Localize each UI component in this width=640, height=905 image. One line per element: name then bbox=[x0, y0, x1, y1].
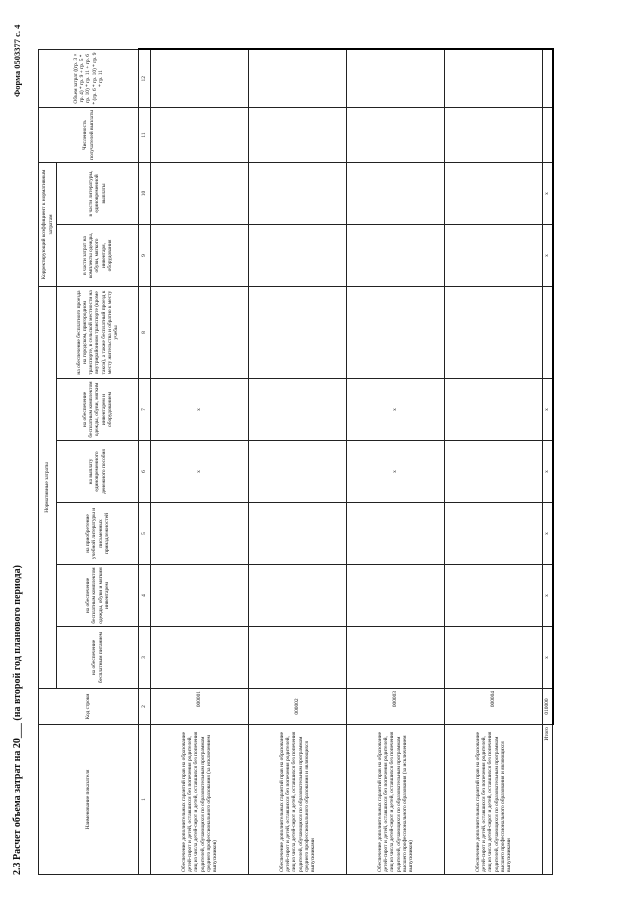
cost-calculation-table bbox=[38, 48, 554, 875]
cell-mark: x bbox=[543, 225, 553, 287]
cell-mark bbox=[347, 225, 445, 287]
cell-mark: x bbox=[543, 627, 553, 689]
col-num: 8 bbox=[139, 287, 151, 379]
cell-mark: x bbox=[347, 441, 445, 503]
col-num: 6 bbox=[139, 441, 151, 503]
form-number: Форма 0503377 с. 4 bbox=[12, 24, 22, 97]
col-num: 1 bbox=[139, 725, 151, 875]
cell-mark bbox=[249, 565, 347, 627]
col-num: 2 bbox=[139, 689, 151, 725]
col-num: 5 bbox=[139, 503, 151, 565]
header-col10: в части литературы, единовременной выплаты bbox=[57, 162, 139, 224]
header-col7: на обеспечение бесплатным комплектом одежды, обуви, мягким инвентарем и оборудованием bbox=[57, 379, 139, 441]
header-recipients: Численность получателей выплаты bbox=[39, 107, 139, 162]
row-description: Обеспечение дополнительных гарантий прав на образование детей-сирот и детей, оставшихся без попечения родителей, лиц из числа детей-сирот и детей, оставшихся без попечения родителей, обучающихся по образовательным программам высшего профессионального образования (за исключением выпускников) bbox=[347, 725, 445, 875]
row-description: Обеспечение дополнительных гарантий прав на образование детей-сирот и детей, оставшихся без попечения родителей, лиц из числа детей-сирот и детей, оставшихся без попечения родителей, обучающихся по образовательным программам среднего профессионального образования и являющихся выпускниками bbox=[249, 725, 347, 875]
total-code: 010000 bbox=[543, 689, 553, 725]
header-code: Код строки bbox=[39, 689, 139, 725]
cell-mark bbox=[249, 162, 347, 224]
header-col8: на обеспечение бесплатного проезда на городском, пригородном транспорте, в сельской местности на внутрирайонном транспорте (кроме такси), а также бесплатный проезд к месту жительства и обратно к месту учебы bbox=[57, 287, 139, 379]
cell-mark bbox=[347, 162, 445, 224]
cell-mark bbox=[445, 379, 543, 441]
cell-mark bbox=[151, 287, 249, 379]
cell-mark bbox=[445, 225, 543, 287]
header-col9: в части затрат на комплекты одежды, обуви, мягкого инвентаря, оборудования bbox=[57, 225, 139, 287]
cell-mark: x bbox=[151, 379, 249, 441]
table-row bbox=[151, 49, 249, 874]
table-row bbox=[445, 49, 543, 874]
cell-mark bbox=[445, 49, 543, 107]
cell-mark bbox=[151, 162, 249, 224]
cell-mark bbox=[151, 565, 249, 627]
cell-mark: x bbox=[543, 503, 553, 565]
cell-mark bbox=[445, 162, 543, 224]
cell-mark bbox=[249, 379, 347, 441]
cell-mark: x bbox=[543, 379, 553, 441]
section-heading: 2.3 Расчет объема затрат на 20___ (на второй год планового периода) bbox=[12, 565, 23, 875]
total-row bbox=[543, 49, 553, 874]
cell-mark bbox=[347, 287, 445, 379]
cell-mark bbox=[347, 565, 445, 627]
cell-mark bbox=[445, 503, 543, 565]
header-coef-group: Корректирующий коэффициент к нормативным затратам bbox=[39, 162, 57, 286]
cell-mark bbox=[445, 441, 543, 503]
cell-mark: x bbox=[347, 379, 445, 441]
row-code: 000001 bbox=[151, 689, 249, 725]
cell-mark: x bbox=[151, 441, 249, 503]
cell-mark: x bbox=[543, 565, 553, 627]
cell-mark bbox=[445, 565, 543, 627]
cell-mark bbox=[151, 503, 249, 565]
header-col6: на выплату единовременного денежного пособия bbox=[57, 441, 139, 503]
cell-mark bbox=[249, 287, 347, 379]
cell-mark bbox=[445, 627, 543, 689]
cell-mark bbox=[249, 441, 347, 503]
col-num: 11 bbox=[139, 107, 151, 162]
col-num: 10 bbox=[139, 162, 151, 224]
cell-mark bbox=[543, 287, 553, 379]
header-col4: на обеспечение бесплатным комплектом одежды, обуви и мягким инвентарем bbox=[57, 565, 139, 627]
col-num: 3 bbox=[139, 627, 151, 689]
row-description: Обеспечение дополнительных гарантий прав на образование детей-сирот и детей, оставшихся без попечения родителей, лиц из числа детей-сирот и детей, оставшихся без попечения родителей, обучающихся по образовательным программам среднего профессионального образования (за исключением выпускников) bbox=[151, 725, 249, 875]
header-col5: на приобретение учебной литературы и письменных принадлежностей bbox=[57, 503, 139, 565]
row-code: 000002 bbox=[249, 689, 347, 725]
cell-mark bbox=[543, 49, 553, 107]
cell-mark bbox=[151, 225, 249, 287]
cell-mark bbox=[249, 503, 347, 565]
header-total-volume: Объем затрат ((гр. 3 × гр. 4) * гр. 9 + гр. 5 * гр. 10) * гр. 11 + гр. 6 * (гр. 6 * гр. 10) * гр. 9 * гр. 11 bbox=[39, 49, 139, 107]
column-number-row bbox=[139, 49, 151, 874]
cell-mark bbox=[151, 627, 249, 689]
cell-mark bbox=[347, 627, 445, 689]
header-name: Наименование показателя bbox=[39, 725, 139, 875]
cell-mark bbox=[249, 107, 347, 162]
cell-mark: x bbox=[543, 162, 553, 224]
cell-mark bbox=[249, 49, 347, 107]
cell-mark bbox=[249, 627, 347, 689]
col-num: 12 bbox=[139, 49, 151, 107]
header-col3: на обеспечение бесплатным питанием bbox=[57, 627, 139, 689]
cell-mark bbox=[543, 107, 553, 162]
cell-mark bbox=[151, 107, 249, 162]
cell-mark bbox=[347, 503, 445, 565]
table-row bbox=[347, 49, 445, 874]
cell-mark bbox=[347, 49, 445, 107]
cell-mark: x bbox=[543, 441, 553, 503]
cell-mark bbox=[445, 287, 543, 379]
row-code: 000004 bbox=[445, 689, 543, 725]
col-num: 7 bbox=[139, 379, 151, 441]
row-description: Обеспечение дополнительных гарантий прав на образование детей-сирот и детей, оставшихся без попечения родителей, лиц из числа детей-сирот и детей, оставшихся без попечения родителей, обучающихся по образовательным программам высшего профессионального образования и являющихся выпускниками bbox=[445, 725, 543, 875]
row-code: 000003 bbox=[347, 689, 445, 725]
cell-mark bbox=[347, 107, 445, 162]
col-num: 4 bbox=[139, 565, 151, 627]
table-row bbox=[249, 49, 347, 874]
cell-mark bbox=[249, 225, 347, 287]
cell-mark bbox=[151, 49, 249, 107]
header-norms-group: Нормативные затраты bbox=[39, 287, 57, 689]
col-num: 9 bbox=[139, 225, 151, 287]
cell-mark bbox=[445, 107, 543, 162]
total-label: Итого bbox=[543, 725, 553, 875]
